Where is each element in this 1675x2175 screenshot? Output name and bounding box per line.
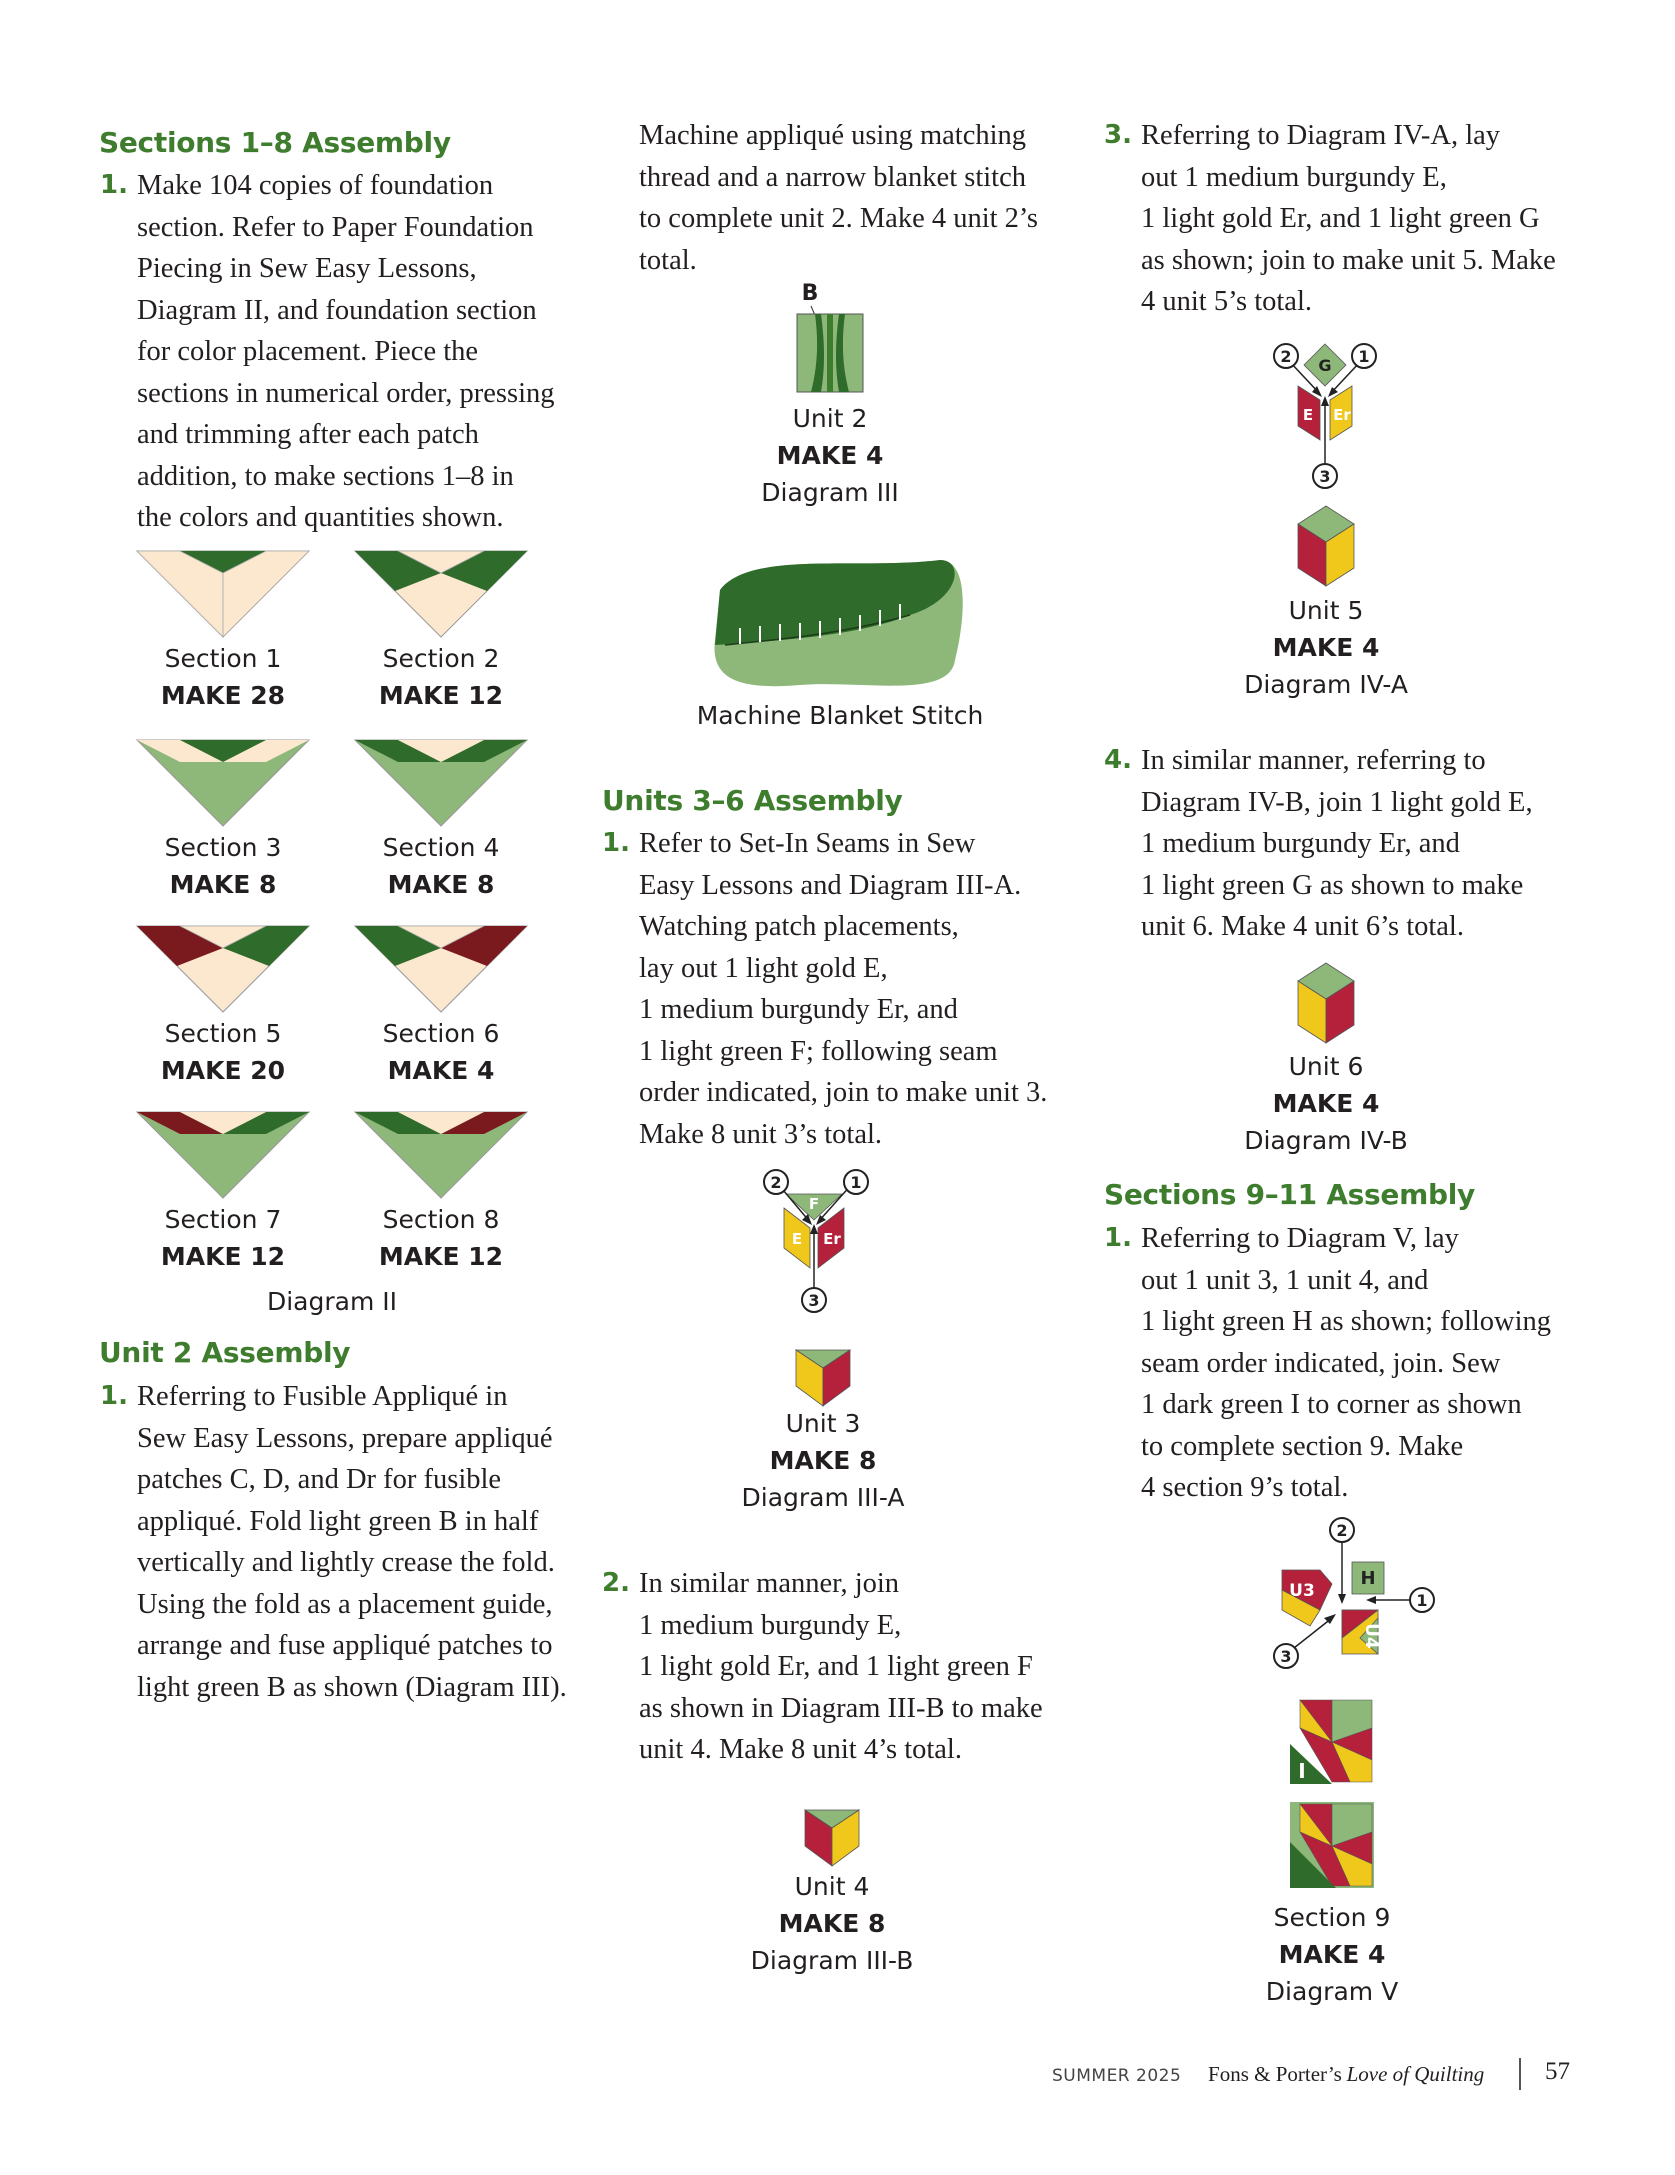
section-name: Section 4 [382,833,500,862]
text-line: 1 medium burgundy Er, and [1141,828,1460,859]
seam-number-1: 1 [1416,1591,1428,1610]
section-9-completed-diagram [1290,1802,1374,1888]
make-quantity: MAKE 12 [160,1242,286,1271]
text-line: 1 medium burgundy E, [639,1609,902,1641]
section-1-caption [133,640,313,714]
unit-6-diagram [1298,963,1354,1043]
text-line: Machine appliqué using matching [639,120,1027,151]
section-name: Section 3 [164,833,282,862]
section-6-diagram [355,926,527,1012]
step-1-sections [100,165,555,539]
step-3-units [1104,115,1556,323]
section-name: Section 5 [164,1019,282,1048]
text-line: patches C, D, and Dr for fusible [137,1464,502,1495]
step-number: 1. [602,828,630,858]
text-line: light green B as shown (Diagram III). [137,1671,567,1703]
unit-2-caption [730,400,930,511]
section-6-caption [351,1015,531,1089]
make-quantity: MAKE 8 [169,870,277,899]
text-line: total. [639,244,697,276]
make-quantity: MAKE 12 [378,681,504,710]
seam-number-2: 2 [1280,347,1292,366]
section-9-caption [1232,1899,1432,2010]
text-line: Diagram II, and foundation section [137,294,537,326]
unit-label-u4: U4 [1361,1623,1381,1649]
section-9-with-i-diagram [1290,1698,1374,1784]
diagram-label: Diagram IV-A [1244,670,1408,699]
text-line: 4 section 9’s total. [1141,1472,1349,1503]
seam-number-2: 2 [1336,1521,1348,1540]
unit-label-u3: U3 [1289,1581,1315,1601]
page-number: 57 [1545,2058,1570,2085]
text-line: Sew Easy Lessons, prepare appliqué [137,1422,553,1454]
diagram-label: Diagram III-B [750,1946,914,1975]
heading-units-3-6: Units 3–6 Assembly [602,784,903,817]
diagram-label: Diagram II [266,1287,398,1316]
unit-4-caption [732,1868,932,1979]
diagram-label: Diagram III-A [741,1483,905,1512]
heading-sections-1-8: Sections 1–8 Assembly [99,126,451,159]
step-2-units [602,1563,1043,1771]
section-3-diagram [137,740,309,826]
patch-label-i: I [1298,1759,1306,1783]
patch-label-e: E [791,1230,803,1248]
make-quantity: MAKE 8 [387,870,495,899]
text-line: and trimming after each patch [137,419,479,450]
make-quantity: MAKE 4 [1272,1089,1380,1118]
unit-3-assembled-diagram [796,1350,850,1406]
patch-label-er: Er [823,1230,841,1248]
diagram-label: Diagram IV-B [1244,1126,1408,1155]
text-line: Make 8 unit 3’s total. [639,1118,883,1150]
seam-number-1: 1 [850,1173,862,1192]
section-3-caption [133,829,313,903]
diagram-label: Diagram III [761,478,899,507]
text-line: unit 6. Make 4 unit 6’s total. [1141,911,1464,942]
footer-divider [1519,2058,1521,2090]
make-quantity: MAKE 4 [387,1056,495,1085]
diagram-ii-label [232,1283,432,1320]
section-5-caption [133,1015,313,1089]
text-line: In similar manner, join [639,1568,900,1599]
patch-b-label [795,275,825,312]
unit-name: Unit 4 [794,1872,870,1901]
text-line: vertically and lightly crease the fold. [137,1547,555,1578]
text-line: addition, to make sections 1–8 in [137,460,514,492]
section-2-diagram [355,551,527,637]
text-line: 1 medium burgundy Er, and [639,994,958,1025]
text-line: to complete section 9. Make [1141,1430,1464,1462]
unit-3-caption [723,1405,923,1516]
text-line: 1 light gold Er, and 1 light green F [639,1651,1033,1682]
text-line: order indicated, join to make unit 3. [639,1077,1048,1108]
unit-3-exploded-diagram [760,1172,870,1322]
unit-2-diagram [797,314,863,392]
step-1-sections-9 [1104,1218,1552,1509]
seam-number-3: 3 [808,1291,820,1310]
step-number: 4. [1104,745,1132,775]
heading-unit-2: Unit 2 Assembly [99,1336,351,1369]
unit-5-assembled-diagram [1298,506,1354,586]
text-line: out 1 unit 3, 1 unit 4, and [1141,1264,1429,1296]
text-line: as shown in Diagram III-B to make [639,1692,1043,1724]
make-quantity: MAKE 4 [1278,1940,1386,1969]
text-line: Piecing in Sew Easy Lessons, [137,253,477,284]
step-4-units [1104,740,1533,948]
diagram-label: Diagram V [1265,1977,1399,2006]
patch-label-f: F [808,1195,820,1213]
section-name: Section 6 [382,1019,500,1048]
section-7-caption [133,1201,313,1275]
text-line: 1 light green F; following seam [639,1035,998,1067]
text-line: lay out 1 light gold E, [639,952,888,984]
footer-season: SUMMER 2025 [1052,2066,1182,2086]
text-line: as shown; join to make unit 5. Make [1141,244,1556,276]
unit-2-continued [639,115,1038,281]
text-line: thread and a narrow blanket stitch [639,161,1026,193]
step-number: 2. [602,1568,630,1598]
unit-name: Unit 6 [1288,1052,1364,1081]
text-line: In similar manner, referring to [1141,745,1486,776]
unit-name: Unit 2 [792,404,868,433]
seam-number-2: 2 [770,1173,782,1192]
unit-6-caption [1226,1048,1426,1159]
text-line: Make 104 copies of foundation [137,170,494,201]
text-line: Refer to Set-In Seams in Sew [639,828,976,859]
seam-number-1: 1 [1358,347,1370,366]
blanket-stitch-caption [680,697,1000,734]
text-line: unit 4. Make 8 unit 4’s total. [639,1734,962,1765]
unit-name: Unit 5 [1288,596,1364,625]
text-line: appliqué. Fold light green B in half [137,1505,539,1537]
text-line: Diagram IV-B, join 1 light gold E, [1141,786,1533,818]
make-quantity: MAKE 4 [1272,633,1380,662]
text-line: 1 light green G as shown to make [1141,869,1524,901]
text-line: Referring to Diagram V, lay [1141,1223,1459,1254]
section-2-caption [351,640,531,714]
unit-5-caption [1226,592,1426,703]
section-1-diagram [137,551,309,637]
patch-label-er: Er [1333,406,1351,424]
text-line: 4 unit 5’s total. [1141,286,1312,317]
step-number: 1. [1104,1223,1132,1253]
step-1-unit-2 [100,1376,567,1708]
step-number: 3. [1104,120,1132,150]
section-7-diagram [137,1112,309,1198]
text-line: 1 light green H as shown; following [1141,1306,1552,1337]
heading-sections-9-11: Sections 9–11 Assembly [1104,1178,1475,1211]
text-line: seam order indicated, join. Sew [1141,1347,1501,1379]
section-name: Section 7 [164,1205,282,1234]
make-quantity: MAKE 20 [160,1056,286,1085]
text-line: to complete unit 2. Make 4 unit 2’s [639,203,1038,234]
unit-name: Unit 3 [785,1409,861,1438]
make-quantity: MAKE 12 [378,1242,504,1271]
text-line: out 1 medium burgundy E, [1141,161,1447,193]
unit-4-diagram [805,1810,859,1866]
section-name: Section 8 [382,1205,500,1234]
text-line: 1 light gold Er, and 1 light green G [1141,203,1540,234]
unit-5-exploded-diagram [1260,342,1390,492]
step-number: 1. [100,1381,128,1411]
footer-magazine: Love of Quilting [1346,2062,1485,2086]
make-quantity: MAKE 8 [769,1446,877,1475]
step-number: 1. [100,170,128,200]
patch-label-g: G [1318,356,1332,375]
text-line: Using the fold as a placement guide, [137,1588,553,1620]
text-line: 1 dark green I to corner as shown [1141,1389,1522,1420]
section-9-exploded-diagram [1270,1518,1440,1678]
section-name: Section 2 [382,644,500,673]
text-line: section. Refer to Paper Foundation [137,211,534,243]
section-name: Section 1 [164,644,282,673]
text-line: Referring to Fusible Appliqué in [137,1381,508,1412]
section-8-caption [351,1201,531,1275]
text-line: Referring to Diagram IV-A, lay [1141,120,1501,151]
seam-number-3: 3 [1319,467,1331,486]
blanket-stitch-illustration [710,560,965,700]
text-line: arrange and fuse appliqué patches to [137,1630,553,1661]
patch-label-h: H [1360,1568,1376,1589]
patch-label: B [801,281,819,306]
illustration-label: Machine Blanket Stitch [696,701,984,730]
make-quantity: MAKE 28 [160,681,286,710]
text-line: the colors and quantities shown. [137,502,504,533]
text-line: Easy Lessons and Diagram III-A. [639,869,1022,901]
page-footer [1052,2062,1484,2087]
make-quantity: MAKE 8 [778,1909,886,1938]
section-5-diagram [137,926,309,1012]
text-line: Watching patch placements, [639,911,959,942]
footer-brand: Fons & Porter’s [1208,2062,1342,2086]
text-line: for color placement. Piece the [137,336,479,367]
step-1-units [602,823,1048,1155]
section-name: Section 9 [1273,1903,1391,1932]
seam-number-3: 3 [1280,1647,1292,1666]
section-8-diagram [355,1112,527,1198]
text-line: sections in numerical order, pressing [137,377,555,409]
patch-label-e: E [1302,406,1314,424]
section-4-caption [351,829,531,903]
section-4-diagram [355,740,527,826]
make-quantity: MAKE 4 [776,441,884,470]
